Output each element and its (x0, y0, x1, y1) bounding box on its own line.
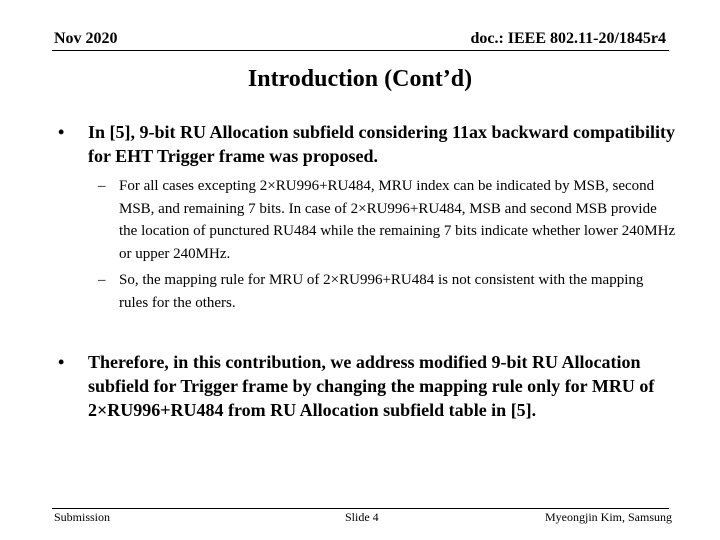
sub-bullet-1-1-marker: – (98, 178, 106, 194)
footer-slide-number: Slide 4 (345, 510, 379, 524)
slide-title: Introduction (Cont’d) (247, 66, 473, 92)
sub-bullet-1-2 (56, 269, 676, 314)
sub-bullet-1-2-marker: – (98, 272, 106, 288)
footer-author: Myeongjin Kim, Samsung (544, 510, 672, 524)
header-date: Nov 2020 (54, 30, 118, 47)
slide-body (56, 120, 676, 422)
footer-submission: Submission (54, 510, 111, 524)
bullet-2-marker: • (58, 352, 65, 372)
bullet-1-text: In [5], 9-bit RU Allocation subfield considering 11ax backward compatibility for EHT Trigger frame was proposed. (88, 122, 676, 166)
sub-bullet-1-1 (56, 175, 676, 265)
header-divider (52, 50, 669, 51)
sub-bullet-1-2-text: So, the mapping rule for MRU of 2×RU996+RU484 is not consistent with the mapping rules for the others. (119, 272, 644, 311)
footer-divider (52, 508, 669, 509)
bullet-2-text: Therefore, in this contribution, we address modified 9-bit RU Allocation subfield for Trigger frame by changing the mapping rule only for MRU of 2×RU996+RU484 from RU Allocation subfield table in [5]. (88, 352, 655, 420)
sub-bullet-1-1-text: For all cases excepting 2×RU996+RU484, MRU index can be indicated by MSB, second MSB, and remaining 7 bits. In case of 2×RU996+RU484, MSB and second MSB provide the location of punctured RU484 while the remaining 7 bits indicate whether lower 240MHz or upper 240MHz. (119, 178, 676, 262)
bullet-2 (56, 350, 676, 422)
header-doc-id: doc.: IEEE 802.11-20/1845r4 (470, 30, 666, 47)
bullet-1-marker: • (58, 122, 65, 142)
bullet-1 (56, 120, 676, 168)
